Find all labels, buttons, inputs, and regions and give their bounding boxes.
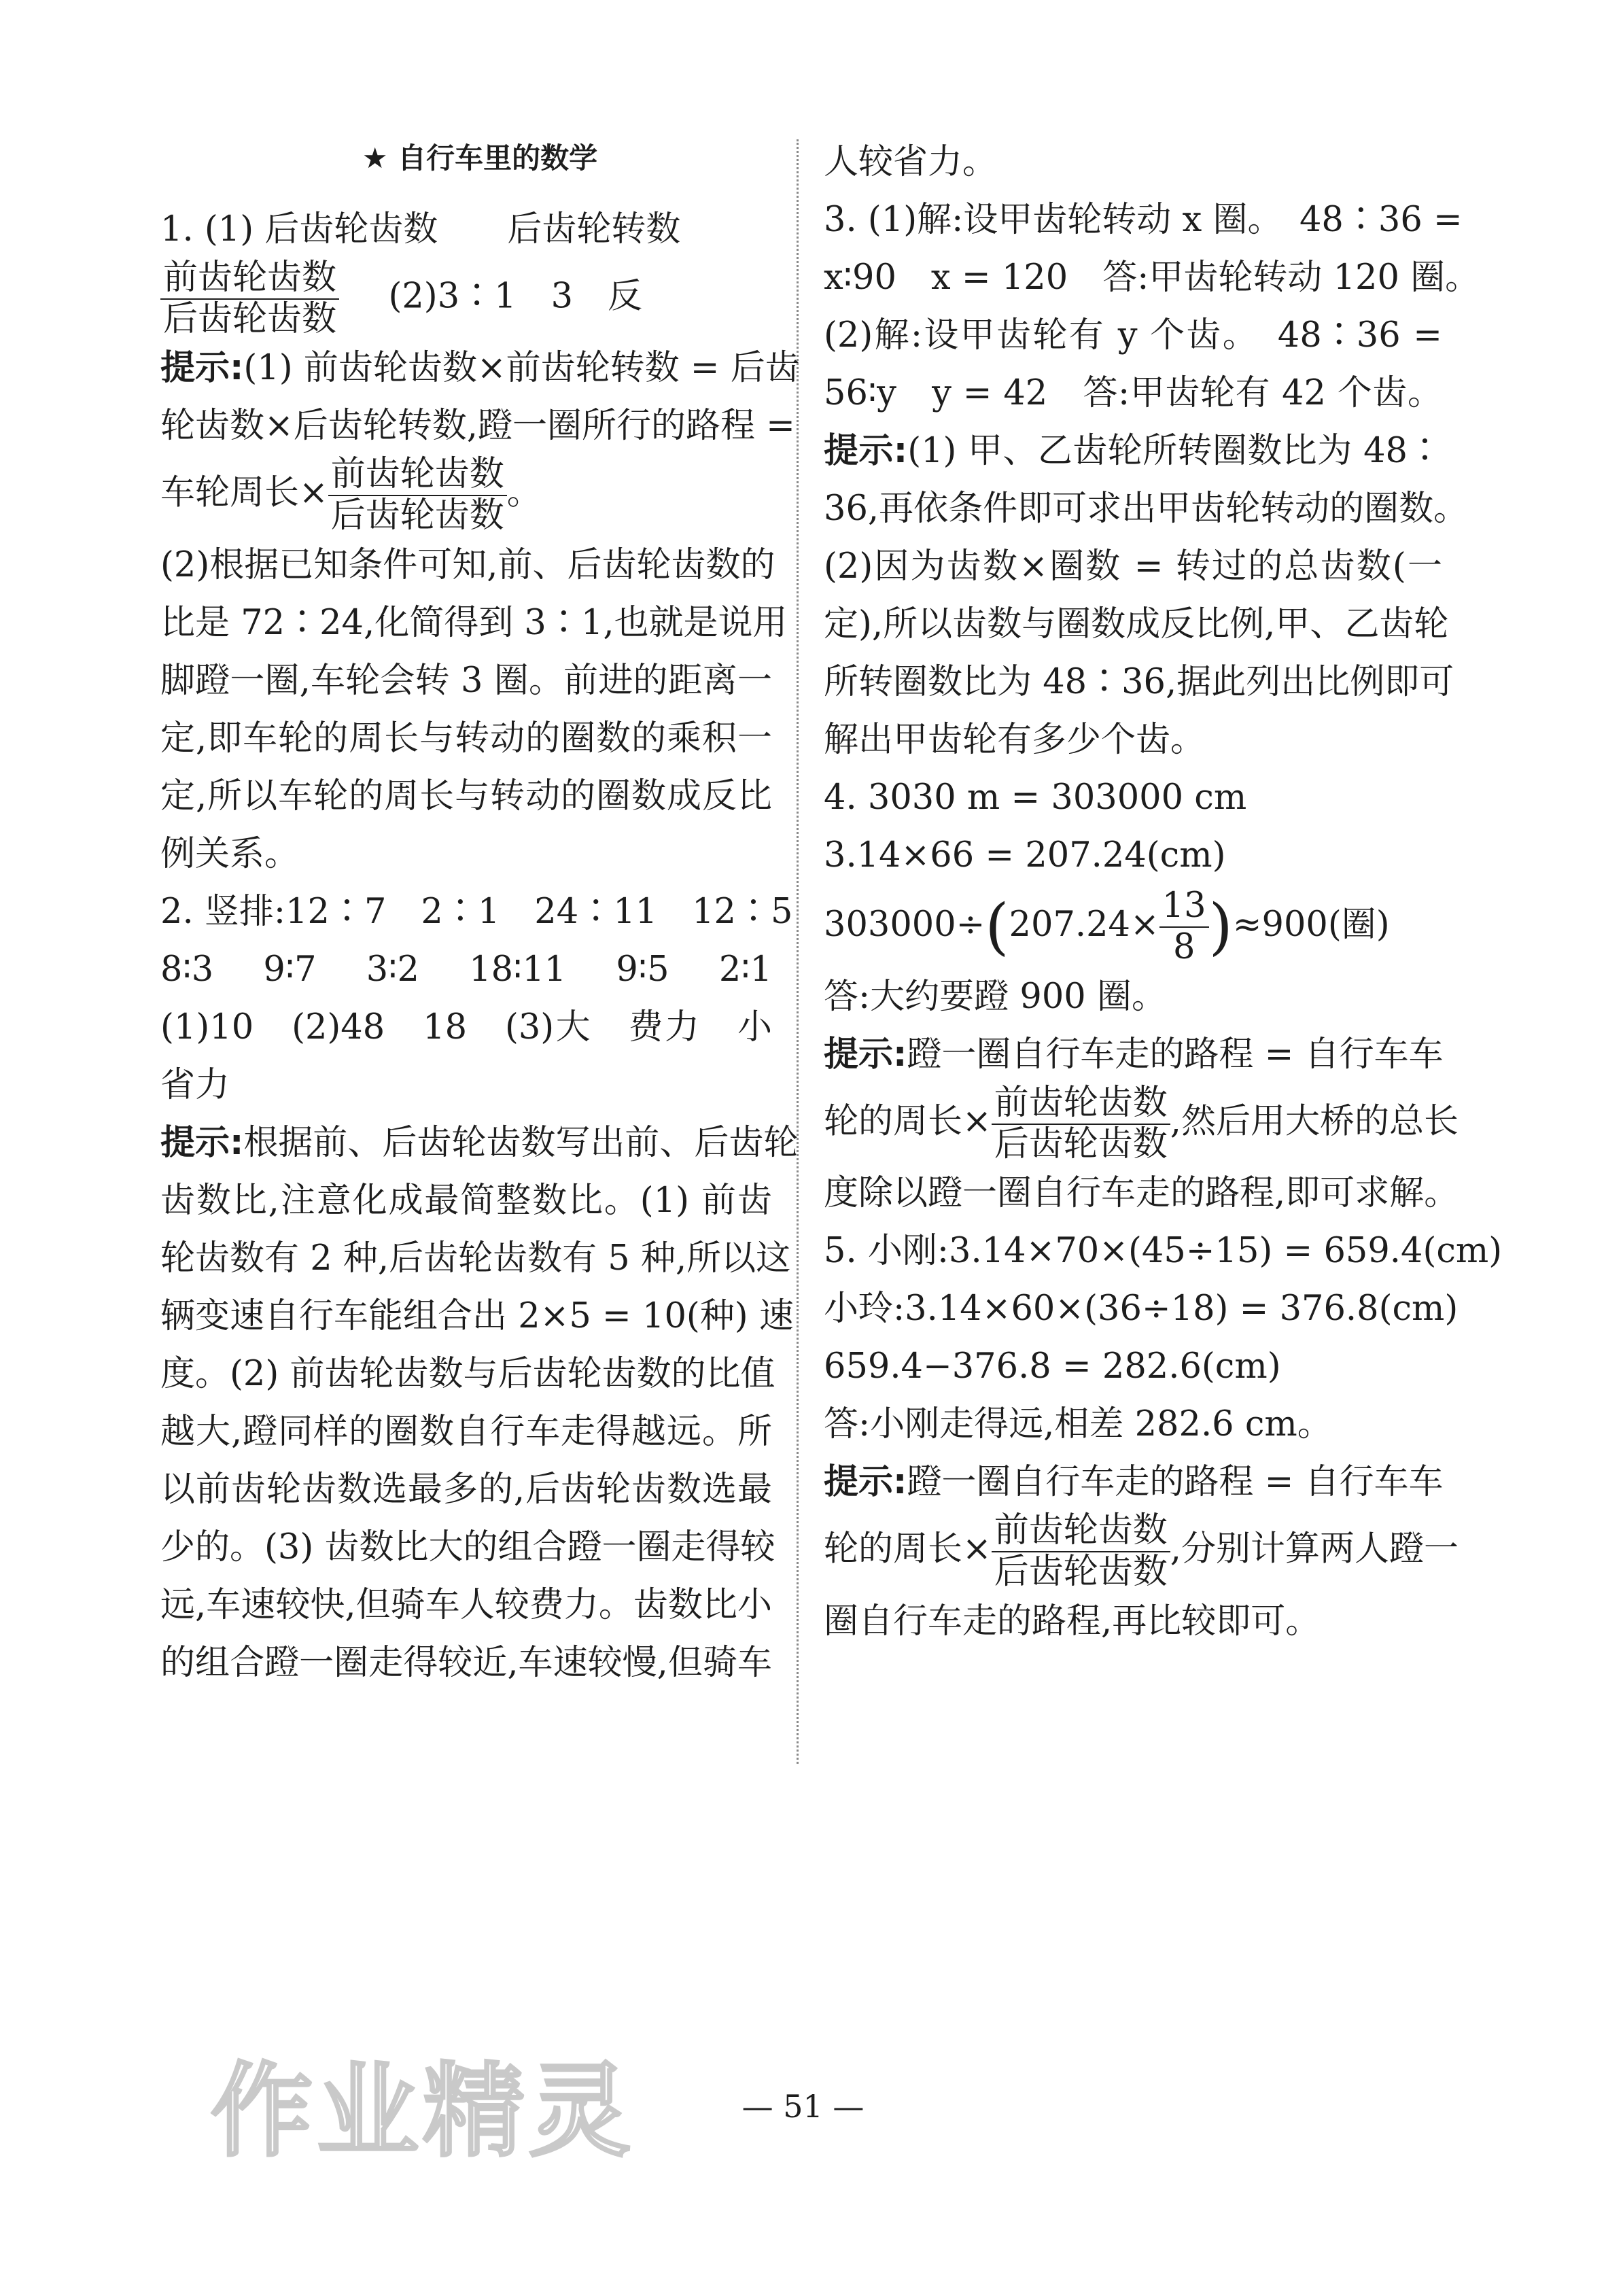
hint1-p2-line: 定,即车轮的周长与转动的圈数的乘积一	[160, 718, 772, 759]
hint5-label: 提示:	[824, 1462, 907, 1503]
hint5-fraction	[992, 1511, 1170, 1592]
hint1-text1: (1) 前齿轮齿数×前齿轮转数 = 后齿	[243, 348, 800, 389]
q5-line: 659.4−376.8 = 282.6(cm)	[824, 1346, 1281, 1387]
q5-line: 5. 小刚:3.14×70×(45÷15) = 659.4(cm)	[824, 1231, 1503, 1272]
q3-line: 56∶y y = 42 答:甲齿轮有 42 个齿。	[824, 373, 1442, 413]
hint1-p2-line: (2)根据已知条件可知,前、后齿轮齿数的	[160, 544, 775, 585]
hint4-text1: 蹬一圈自行车走的路程 = 自行车车	[907, 1034, 1444, 1075]
q5-line: 小玲:3.14×60×(36÷18) = 376.8(cm)	[824, 1289, 1459, 1329]
q3-line: x∶90 x = 120 答:甲齿轮转动 120 圈。	[824, 258, 1480, 298]
q5-line: 答:小刚走得远,相差 282.6 cm。	[824, 1404, 1332, 1445]
hint2-label: 提示:	[160, 1122, 244, 1163]
q4-line3-mid: 207.24×	[1009, 905, 1159, 945]
q3-line: (2)解:设甲齿轮有 y 个齿。 48∶36 =	[824, 315, 1442, 355]
watermark: 作业精灵	[211, 2053, 635, 2171]
q4-frac-numerator: 13	[1159, 886, 1209, 928]
q4-line4: 答:大约要蹬 900 圈。	[824, 977, 1166, 1017]
section-title: ★ 自行车里的数学	[362, 141, 598, 175]
right-paren: )	[1208, 891, 1233, 962]
q1-frac-numerator: 前齿轮齿数	[160, 258, 339, 300]
hint5-line2	[824, 1510, 1459, 1592]
hint2-line: 远,车速较快,但骑车人较费力。齿数比小	[160, 1584, 772, 1625]
hint2-line1	[160, 1114, 799, 1172]
hint3-text1: (1) 甲、乙齿轮所转圈数比为 48∶	[907, 431, 1442, 471]
right-column	[824, 133, 1503, 1650]
q1-frac-denominator: 后齿轮齿数	[163, 298, 337, 339]
hint1-p2-line: 例关系。	[160, 833, 300, 874]
hint1-line1	[160, 339, 800, 397]
hint4-fraction	[992, 1083, 1170, 1164]
hint2-line: 以前齿轮齿数选最多的,后齿轮齿数选最	[160, 1469, 772, 1510]
hint3-line: 36,再依条件即可求出甲齿轮转动的圈数。	[824, 489, 1469, 529]
continued-line: 人较省力。	[824, 142, 998, 182]
hint3-line: (2)因为齿数×圈数 = 转过的总齿数(一	[824, 546, 1442, 587]
hint4-line2	[824, 1083, 1459, 1164]
q4-line3	[824, 884, 1442, 968]
hint5-line3: 圈自行车走的路程,再比较即可。	[824, 1601, 1321, 1641]
hint4-line2-pre: 轮的周长×	[824, 1101, 992, 1142]
hint3-line: 定),所以齿数与圈数成反比例,甲、乙齿轮	[824, 604, 1449, 644]
hint5-frac-numerator: 前齿轮齿数	[992, 1511, 1170, 1552]
hint2-line: 轮齿数有 2 种,后齿轮齿数有 5 种,所以这	[160, 1238, 791, 1279]
hint3-line1	[824, 422, 1442, 480]
q1-line1: 1. (1) 后齿轮齿数 后齿轮转数	[160, 209, 681, 249]
q1-line2-rest: (2)3∶1 3 反	[388, 276, 643, 317]
hint1-p2-line: 定,所以车轮的周长与转动的圈数成反比	[160, 776, 772, 816]
q4-frac-denominator: 8	[1172, 927, 1195, 967]
hint1-label: 提示:	[160, 348, 244, 389]
hint2-line: 越大,蹬同样的圈数自行车走得越远。所	[160, 1411, 772, 1452]
hint1-line3-post: 。	[506, 472, 542, 513]
hint3-label: 提示:	[824, 431, 908, 471]
hint5-frac-denominator: 后齿轮齿数	[994, 1551, 1168, 1592]
q2-line: (1)10 (2)48 18 (3)大 费力 小	[160, 1007, 772, 1047]
hint1-fraction	[328, 455, 507, 536]
hint2-line: 辆变速自行车能组合出 2×5 = 10(种) 速	[160, 1295, 794, 1336]
page-number: — 51 —	[741, 2088, 865, 2125]
q3-line: 3. (1)解:设甲齿轮转动 x 圈。 48∶36 =	[824, 200, 1463, 240]
hint1-p2-line: 脚蹬一圈,车轮会转 3 圈。前进的距离一	[160, 660, 772, 701]
q2-line: 2. 竖排:12∶7 2∶1 24∶11 12∶5	[160, 891, 793, 932]
q4-fraction	[1159, 886, 1209, 967]
q4-line1: 4. 3030 m = 303000 cm	[824, 778, 1247, 818]
q1-line2	[160, 258, 772, 339]
hint2-line: 齿数比,注意化成最简整数比。(1) 前齿	[160, 1180, 772, 1221]
q2-line: 8∶3 9∶7 3∶2 18∶11 9∶5 2∶1	[160, 949, 772, 990]
left-column	[160, 129, 800, 1692]
q4-line2: 3.14×66 = 207.24(cm)	[824, 835, 1226, 875]
hint1-frac-numerator: 前齿轮齿数	[328, 455, 507, 496]
hint1-frac-denominator: 后齿轮齿数	[330, 495, 504, 536]
hint4-line1	[824, 1026, 1442, 1083]
hint5-text1: 蹬一圈自行车走的路程 = 自行车车	[907, 1462, 1444, 1503]
hint5-line2-pre: 轮的周长×	[824, 1529, 992, 1569]
hint5-line2-post: ,分别计算两人蹬一	[1170, 1529, 1459, 1569]
hint3-line: 所转圈数比为 48∶36,据此列出比例即可	[824, 662, 1454, 702]
hint4-frac-numerator: 前齿轮齿数	[992, 1083, 1170, 1125]
hint4-label: 提示:	[824, 1034, 907, 1075]
q4-line3-pre: 303000÷	[824, 905, 985, 945]
hint1-line3-pre: 车轮周长×	[160, 472, 328, 513]
hint2-text1: 根据前、后齿轮齿数写出前、后齿轮	[243, 1122, 799, 1163]
hint2-line: 的组合蹬一圈走得较近,车速较慢,但骑车	[160, 1642, 772, 1683]
hint1-p2-line: 比是 72∶24,化简得到 3∶1,也就是说用	[160, 602, 788, 643]
q2-line: 省力	[160, 1064, 230, 1105]
hint4-line3: 度除以蹬一圈自行车走的路程,即可求解。	[824, 1173, 1459, 1214]
column-divider	[797, 139, 799, 1764]
hint4-frac-denominator: 后齿轮齿数	[994, 1124, 1168, 1164]
hint1-line2: 轮齿数×后齿轮转数,蹬一圈所行的路程 =	[160, 406, 795, 447]
hint4-line2-post: ,然后用大桥的总长	[1170, 1101, 1459, 1142]
q4-line3-post: ≈900(圈)	[1232, 905, 1390, 945]
hint2-line: 少的。(3) 齿数比大的组合蹬一圈走得较	[160, 1527, 775, 1567]
hint5-line1	[824, 1453, 1442, 1511]
q1-fraction	[160, 258, 339, 339]
hint3-line: 解出甲齿轮有多少个齿。	[824, 720, 1206, 760]
hint1-line3	[160, 455, 772, 536]
left-paren: (	[985, 891, 1009, 962]
hint2-line: 度。(2) 前齿轮齿数与后齿轮齿数的比值	[160, 1353, 775, 1394]
